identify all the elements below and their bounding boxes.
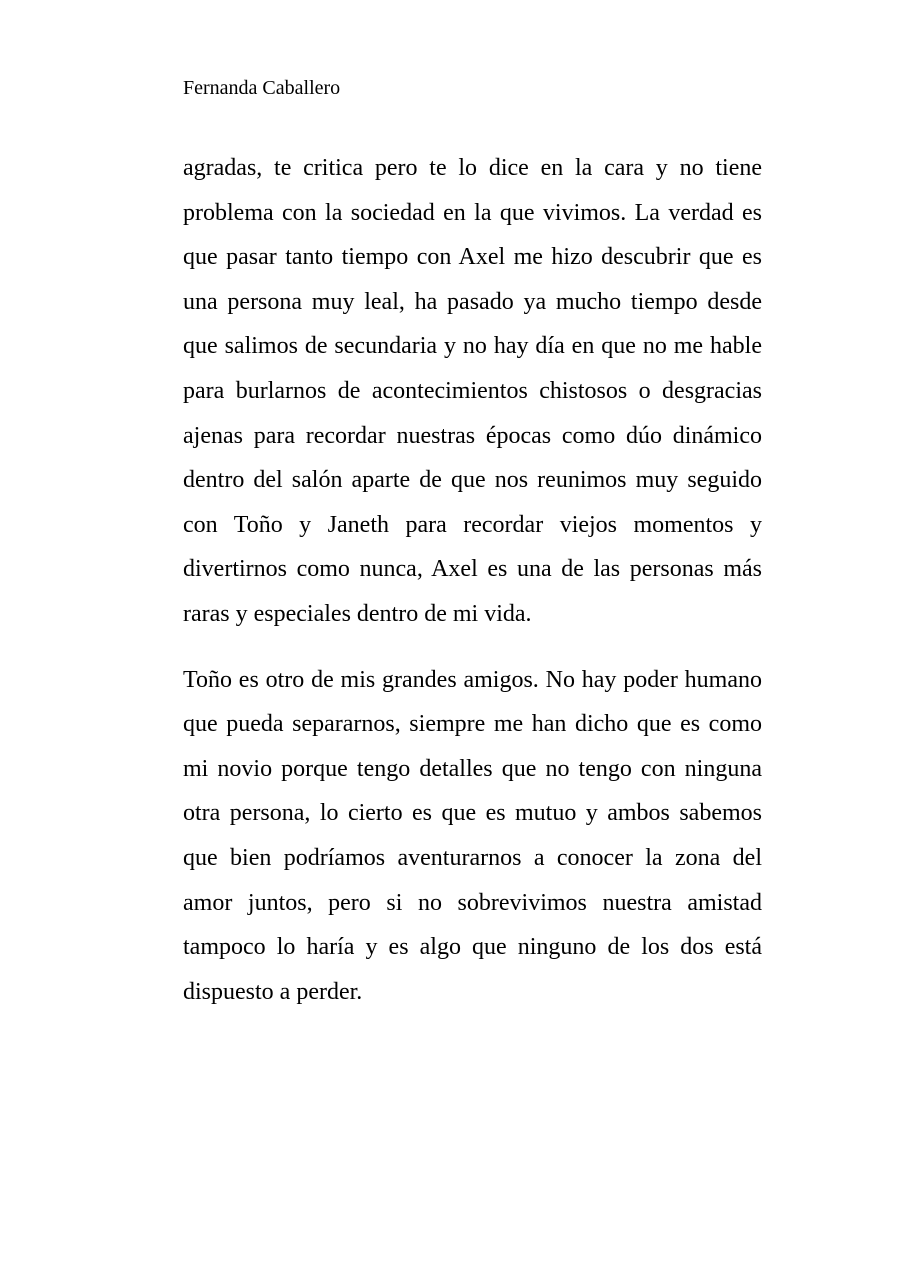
document-body bbox=[183, 146, 762, 1014]
page-header-author: Fernanda Caballero bbox=[183, 77, 341, 99]
paragraph: agradas, te critica pero te lo dice en la cara y no tiene problema con la sociedad en la que vivimos. La verdad es que pasar tanto tiempo con Axel me hizo descubrir que es una persona muy leal, ha pasado ya mucho tiempo desde que salimos de secundaria y no hay día en que no me hable para burlarnos de acontecimientos chistosos o desgracias ajenas para recordar nuestras épocas como dúo dinámico dentro del salón aparte de que nos reunimos muy seguido con Toño y Janeth para recordar viejos momentos y divertirnos como nunca, Axel es una de las personas más raras y especiales dentro de mi vida. bbox=[183, 155, 762, 627]
paragraph: Toño es otro de mis grandes amigos. No hay poder humano que pueda separarnos, siempre me han dicho que es como mi novio porque tengo detalles que no tengo con ninguna otra persona, lo cierto es que es mutuo y ambos sabemos que bien podríamos aventurarnos a conocer la zona del amor juntos, pero si no sobrevivimos nuestra amistad tampoco lo haría y es algo que ninguno de los dos está dispuesto a perder. bbox=[183, 666, 762, 1005]
